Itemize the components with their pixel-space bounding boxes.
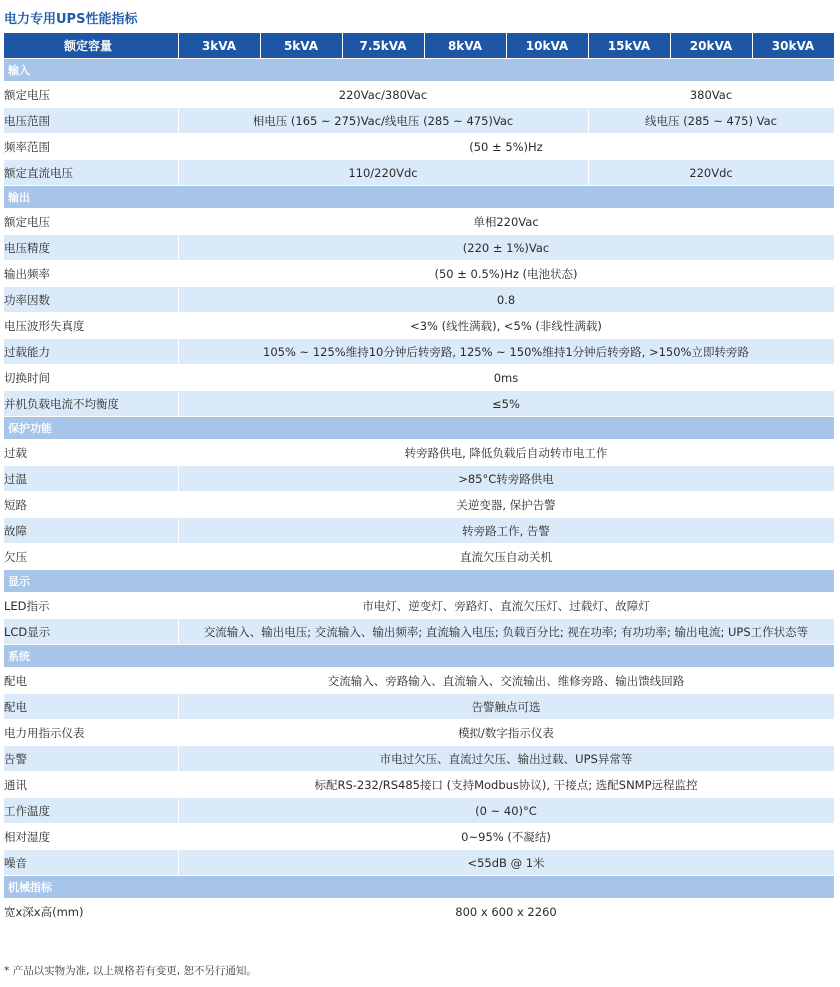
row-label: 电压精度 [4,235,178,261]
table-row [4,82,834,108]
row-value: 转旁路工作, 告警 [178,518,834,544]
row-value: 交流输入、旁路输入、直流输入、交流输出、维修旁路、输出馈线回路 [178,668,834,694]
row-value: 关逆变器, 保护告警 [178,492,834,518]
section-title: 输出 [4,186,834,209]
table-row [4,134,834,160]
section-header [4,645,834,668]
row-label: 相对湿度 [4,824,178,850]
row-value: <55dB @ 1米 [178,850,834,876]
row-label: LED指示 [4,593,178,619]
row-value: 105% ~ 125%维持10分钟后转旁路, 125% ~ 150%维持1分钟后转旁路, >150%立即转旁路 [178,339,834,365]
table-row [4,313,834,339]
section-title: 保护功能 [4,417,834,440]
section-title: 输入 [4,59,834,82]
row-label: 过载 [4,440,178,466]
row-label: 告警 [4,746,178,772]
table-row [4,746,834,772]
row-label: 工作温度 [4,798,178,824]
header-label: 额定容量 [4,33,178,59]
row-value: 转旁路供电, 降低负载后自动转市电工作 [178,440,834,466]
row-value: 380Vac [588,82,834,108]
row-value: 110/220Vdc [178,160,588,186]
row-label: 过载能力 [4,339,178,365]
row-value: 告警触点可选 [178,694,834,720]
row-value: 标配RS-232/RS485接口 (支持Modbus协议), 干接点; 选配SNMP远程监控 [178,772,834,798]
row-value: 0.8 [178,287,834,313]
table-row [4,694,834,720]
section-header [4,417,834,440]
table-row [4,668,834,694]
footnote: * 产品以实物为准, 以上规格若有变更, 恕不另行通知。 [4,965,257,977]
row-label: 配电 [4,694,178,720]
table-row [4,772,834,798]
section-title: 系统 [4,645,834,668]
table-row [4,824,834,850]
row-label: 额定直流电压 [4,160,178,186]
row-value: (50 ± 0.5%)Hz (电池状态) [178,261,834,287]
table-row [4,466,834,492]
table-row [4,339,834,365]
page-title: 电力专用UPS性能指标 [4,12,138,27]
row-value: (0 ~ 40)°C [178,798,834,824]
header-capacity: 8kVA [424,33,506,59]
row-label: 频率范围 [4,134,178,160]
row-value: 0ms [178,365,834,391]
table-row [4,287,834,313]
row-label: 欠压 [4,544,178,570]
row-value: 220Vdc [588,160,834,186]
header-capacity: 7.5kVA [342,33,424,59]
row-value: (50 ± 5%)Hz [178,134,834,160]
section-header [4,59,834,82]
row-label: 并机负载电流不均衡度 [4,391,178,417]
table-row [4,518,834,544]
table-row [4,391,834,417]
table-row [4,160,834,186]
section-header [4,876,834,899]
section-title: 机械指标 [4,876,834,899]
table-row [4,544,834,570]
table-row [4,365,834,391]
row-value: 800 x 600 x 2260 [178,899,834,925]
row-label: 电力用指示仪表 [4,720,178,746]
header-capacity: 5kVA [260,33,342,59]
row-value: 相电压 (165 ~ 275)Vac/线电压 (285 ~ 475)Vac [178,108,588,134]
row-label: 电压范围 [4,108,178,134]
header-capacity: 3kVA [178,33,260,59]
row-label: 额定电压 [4,82,178,108]
row-value: 交流输入、输出电压; 交流输入、输出频率; 直流输入电压; 负载百分比; 视在功率; 有功功率; 输出电流; UPS工作状态等 [178,619,834,645]
table-row [4,899,834,925]
row-label: LCD显示 [4,619,178,645]
header-capacity: 20kVA [670,33,752,59]
header-capacity: 10kVA [506,33,588,59]
row-label: 配电 [4,668,178,694]
row-label: 输出频率 [4,261,178,287]
section-header [4,570,834,593]
row-label: 功率因数 [4,287,178,313]
row-label: 短路 [4,492,178,518]
row-label: 通讯 [4,772,178,798]
row-label: 噪音 [4,850,178,876]
spec-table [4,33,835,925]
row-label: 故障 [4,518,178,544]
row-label: 电压波形失真度 [4,313,178,339]
row-value: 220Vac/380Vac [178,82,588,108]
header-capacity: 30kVA [752,33,834,59]
table-row [4,440,834,466]
row-label: 宽x深x高(mm) [4,899,178,925]
row-value: >85°C转旁路供电 [178,466,834,492]
header-row [4,33,834,59]
row-value: 模拟/数字指示仪表 [178,720,834,746]
table-row [4,108,834,134]
row-value: <3% (线性满载), <5% (非线性满载) [178,313,834,339]
row-value: 线电压 (285 ~ 475) Vac [588,108,834,134]
table-row [4,235,834,261]
table-row [4,261,834,287]
table-row [4,492,834,518]
row-value: 0~95% (不凝结) [178,824,834,850]
row-value: 直流欠压自动关机 [178,544,834,570]
table-row [4,798,834,824]
row-value: 市电灯、逆变灯、旁路灯、直流欠压灯、过载灯、故障灯 [178,593,834,619]
spec-table-body [4,59,834,925]
row-label: 过温 [4,466,178,492]
row-label: 额定电压 [4,209,178,235]
row-value: 市电过欠压、直流过欠压、输出过载、UPS异常等 [178,746,834,772]
table-row [4,209,834,235]
row-value: ≤5% [178,391,834,417]
row-value: 单相220Vac [178,209,834,235]
table-row [4,850,834,876]
section-header [4,186,834,209]
section-title: 显示 [4,570,834,593]
table-row [4,619,834,645]
header-capacity: 15kVA [588,33,670,59]
row-value: (220 ± 1%)Vac [178,235,834,261]
table-row [4,593,834,619]
row-label: 切换时间 [4,365,178,391]
table-row [4,720,834,746]
